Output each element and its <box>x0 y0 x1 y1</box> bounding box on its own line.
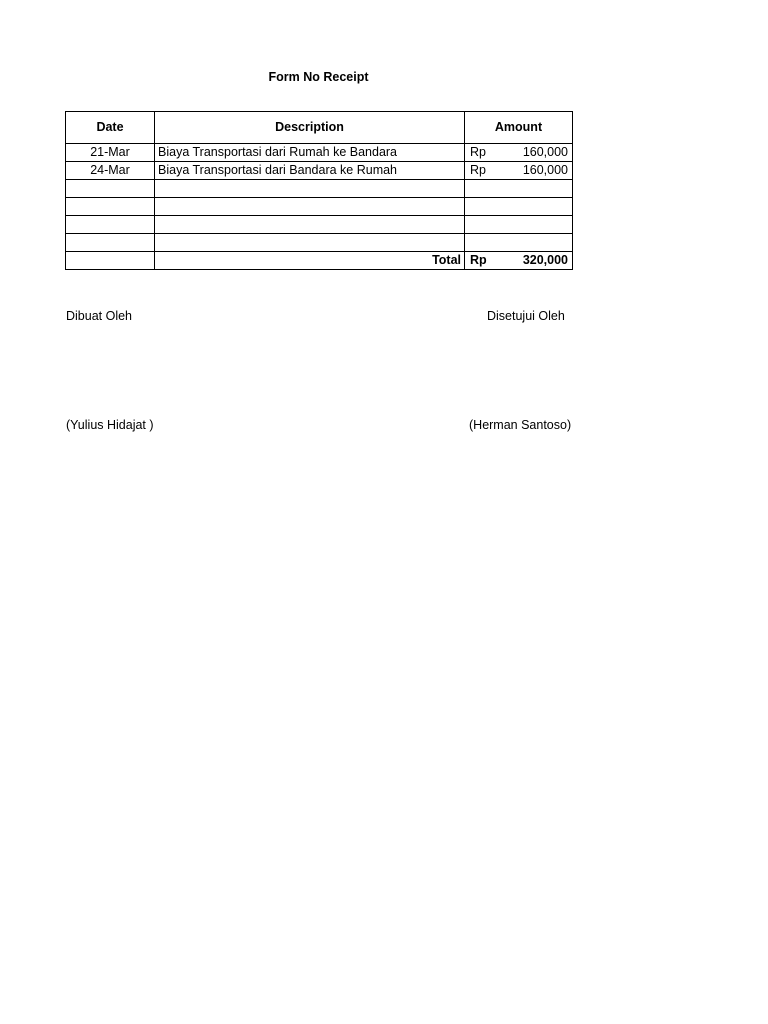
table-row <box>66 162 573 180</box>
row-amount: 160,000 <box>522 163 568 177</box>
row-amount: 160,000 <box>522 145 568 159</box>
empty-cell <box>66 216 155 234</box>
row-amount-cell <box>465 144 573 162</box>
row-date: 24-Mar <box>66 162 155 180</box>
empty-cell <box>465 216 573 234</box>
empty-cell <box>66 198 155 216</box>
receipt-table <box>65 111 573 270</box>
approved-by-label: Disetujui Oleh <box>487 309 565 323</box>
empty-cell <box>465 234 573 252</box>
empty-cell <box>155 198 465 216</box>
made-by-name: (Yulius Hidajat ) <box>66 418 154 432</box>
empty-row <box>66 234 573 252</box>
empty-cell <box>155 216 465 234</box>
empty-cell <box>465 198 573 216</box>
approved-by-name: (Herman Santoso) <box>469 418 572 432</box>
table-header-row <box>66 112 573 144</box>
made-by-label: Dibuat Oleh <box>66 309 133 323</box>
empty-row <box>66 198 573 216</box>
total-amount: 320,000 <box>522 253 568 267</box>
empty-cell <box>66 234 155 252</box>
row-date: 21-Mar <box>66 144 155 162</box>
empty-cell <box>155 180 465 198</box>
empty-cell <box>66 180 155 198</box>
column-header-date: Date <box>66 112 155 144</box>
total-label: Total <box>155 252 465 270</box>
total-amount-cell <box>465 252 573 270</box>
empty-cell <box>465 180 573 198</box>
row-currency: Rp <box>470 163 486 177</box>
total-currency: Rp <box>470 253 487 267</box>
column-header-amount: Amount <box>465 112 573 144</box>
row-currency: Rp <box>470 145 486 159</box>
table-row <box>66 144 573 162</box>
empty-row <box>66 216 573 234</box>
empty-row <box>66 180 573 198</box>
form-title: Form No Receipt <box>268 70 369 84</box>
row-description: Biaya Transportasi dari Bandara ke Rumah <box>155 162 465 180</box>
empty-cell <box>155 234 465 252</box>
row-description: Biaya Transportasi dari Rumah ke Bandara <box>155 144 465 162</box>
total-row <box>66 252 573 270</box>
row-amount-cell <box>465 162 573 180</box>
empty-cell <box>66 252 155 270</box>
column-header-description: Description <box>155 112 465 144</box>
